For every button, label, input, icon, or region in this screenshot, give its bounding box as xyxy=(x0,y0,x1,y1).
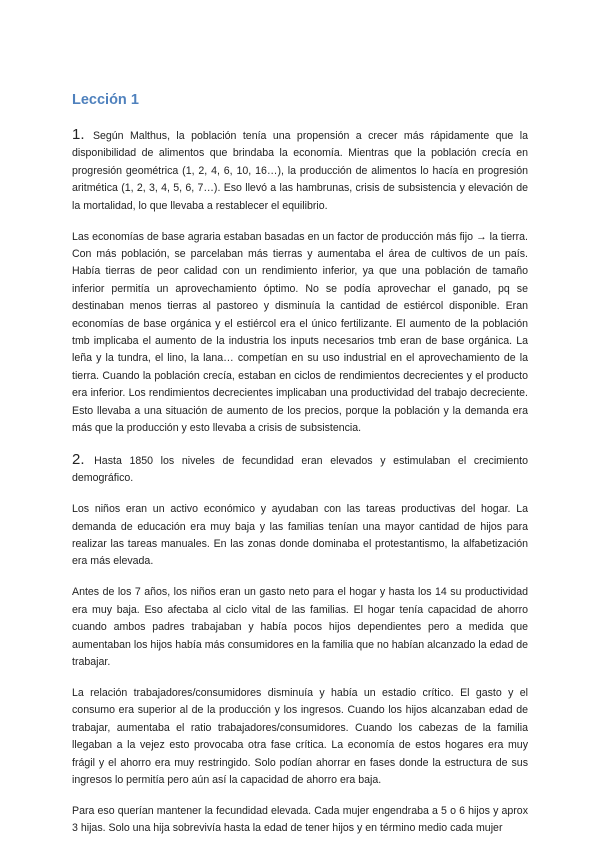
paragraph-number: 1. xyxy=(72,126,85,143)
paragraph-text: Para eso querían mantener la fecundidad elevada. Cada mujer engendraba a 5 o 6 hijos y aprox 3 hijas. Solo una hija sobrevivía hasta la edad de tener hijos y en término medio cada mujer xyxy=(72,804,528,835)
lesson-title: Lección 1 xyxy=(72,92,139,108)
paragraph-7 xyxy=(72,803,528,838)
paragraph-5 xyxy=(72,584,528,671)
paragraph-number: 2. xyxy=(72,450,85,468)
paragraph-text: Las economías de base agraria estaban basadas en un factor de producción más fijo → la tierra. Con más población, se parcelaban más tierras y aumentaba el área de cultivos de un país. Había tierras de peor calidad con un rendimiento inferior, ya que una población de tamaño inferior permitía un aprovechamiento óptimo. No se podía aprovechar el ganado, pq se destinaban menos tierras al pastoreo y disminuía la cantidad de estiércol disponible. Eran economías de base orgánica y el estiércol era el único fertilizante. El aumento de la población tmb implicaba el aumento de la industria los inputs necesarios tmb eran de base orgánica. La leña y la tundra, el lino, la lana… competían en su uso industrial en el aprovechamiento de la tierra. Cuando la población crecía, estaban en ciclos de rendimientos decrecientes y el producto era inferior. Los rendimientos decrecientes implicaban una productividad del trabajo decreciente. Esto llevaba a una situación de aumento de los precios, porque la población y la demanda era más que la producción y esto llevaba a crisis de subsistencia. xyxy=(72,230,528,434)
paragraph-text: Los niños eran un activo económico y ayudaban con las tareas productivas del hogar. La demanda de educación era muy baja y las familias tenían una mayor cantidad de hijos para realizar las tareas manuales. En las zonas donde dominaba el protestantismo, la alfabetización era más elevada. xyxy=(72,503,528,568)
paragraph-4 xyxy=(72,501,528,571)
paragraph-3 xyxy=(72,451,528,488)
paragraph-6 xyxy=(72,685,528,789)
paragraph-2 xyxy=(72,229,528,438)
paragraph-text: Antes de los 7 años, los niños eran un gasto neto para el hogar y hasta los 14 su productividad era muy baja. Eso afectaba al ciclo vital de las familias. El hogar tenía capacidad de ahorro cuando ambos padres trabajaban y había pocos hijos dependientes pero a medida que aumentaban los hijos había más consumidores en la familia que no habían alcanzado la edad de trabajar. xyxy=(72,586,528,668)
paragraph-1 xyxy=(72,126,528,215)
paragraph-text: La relación trabajadores/consumidores disminuía y había un estadio crítico. El gasto y el consumo era superior al de la producción y los ingresos. Cuando los hijos alcanzaban edad de trabajar, aumentaba el ratio trabajadores/consumidores. Cuando los cabezas de la familia llegaban a la vejez esto provocaba otra fase crítica. La economía de estos hogares era muy frágil y el ahorro era muy restringido. Solo podían ahorrar en fases donde la estructura de sus ingresos lo permitía pero aún así la capacidad de ahorro era baja. xyxy=(72,686,528,786)
paragraph-text: Hasta 1850 los niveles de fecundidad eran elevados y estimulaban el crecimiento demográfico. xyxy=(72,454,528,485)
paragraph-text: Según Malthus, la población tenía una propensión a crecer más rápidamente que la disponibilidad de alimentos que brindaba la economía. Mientras que la población crecía en progresión geométrica (1, 2, 4, 6, 10, 16…), la producción de alimentos lo hacía en progresión aritmética (1, 2, 3, 4, 5, 6, 7…). Eso llevó a las hambrunas, crisis de subsistencia y elevación de la mortalidad, lo que llevaba a restablecer el equilibrio. xyxy=(72,130,528,212)
